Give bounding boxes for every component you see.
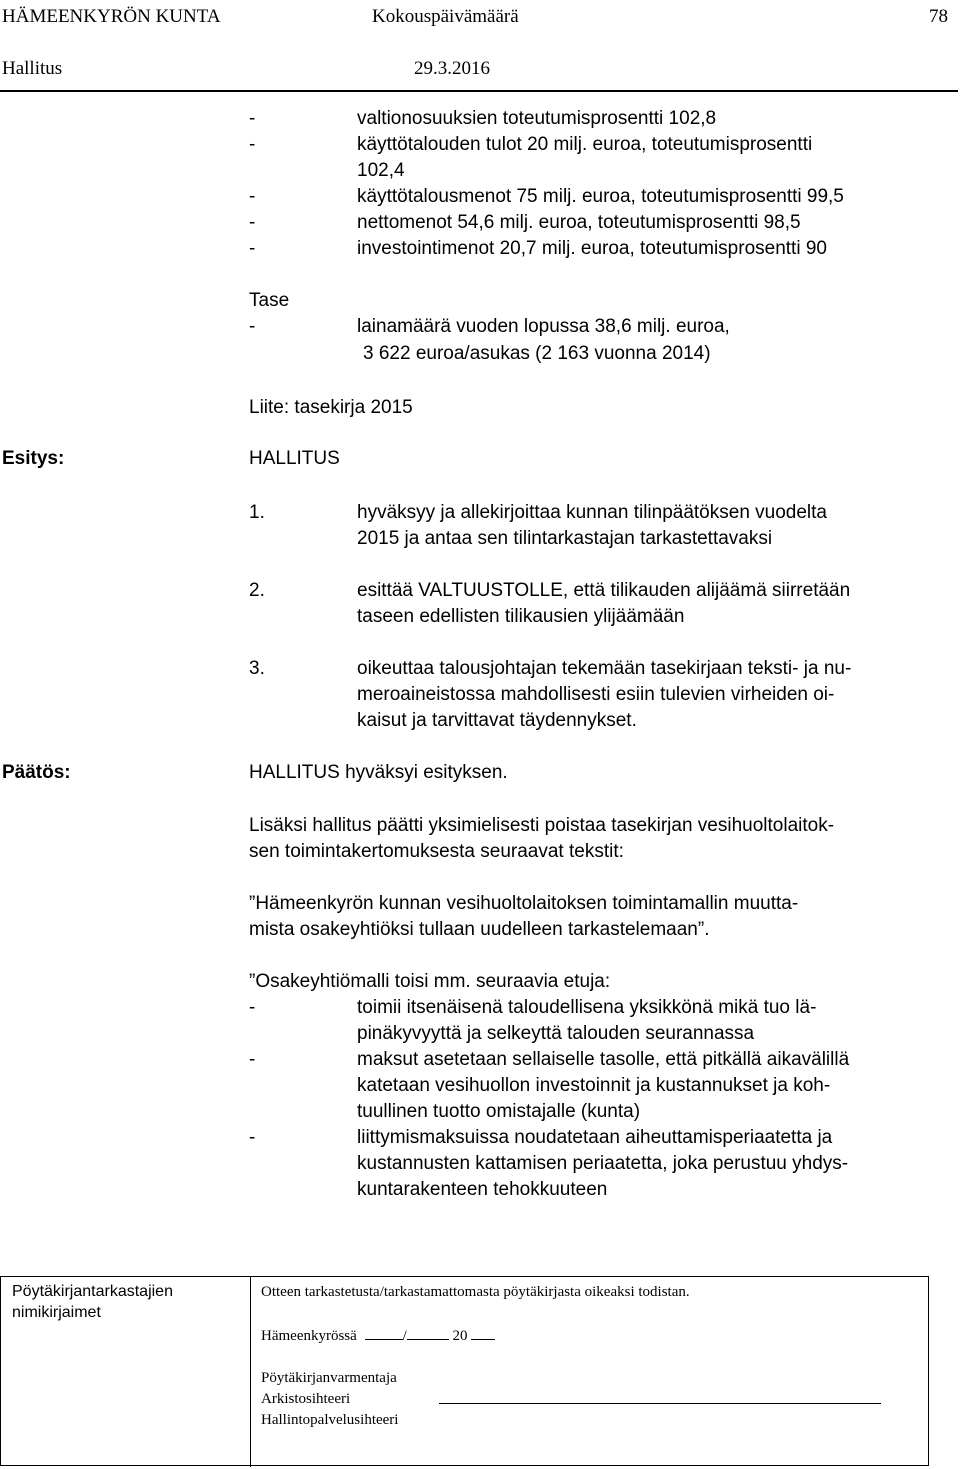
quote-line: ”Hämeenkyrön kunnan vesihuoltolaitoksen toimintamallin muutta-: [249, 893, 799, 914]
paatos-text: HALLITUS hyväksyi esityksen.: [249, 762, 508, 783]
tase-item: lainamäärä vuoden lopussa 38,6 milj. euroa,: [357, 316, 730, 337]
page-number: 78: [929, 6, 948, 27]
role-verifier: Pöytäkirjanvarmentaja: [261, 1370, 397, 1386]
meeting-date: 29.3.2016: [414, 58, 490, 79]
benefit-text: toimii itsenäisenä taloudellisena yksikkönä mikä tuo lä-: [357, 997, 817, 1018]
tase-item-continuation: 3 622 euroa/asukas (2 163 vuonna 2014): [363, 343, 711, 364]
attachment-note: Liite: tasekirja 2015: [249, 397, 413, 418]
certification-footer: [0, 1276, 929, 1466]
proposal-text: meroaineistossa mahdollisesti esiin tulevien virheiden oi-: [357, 684, 835, 705]
list-dash: -: [249, 1049, 256, 1070]
list-item: käyttötalouden tulot 20 milj. euroa, toteutumisprosentti: [357, 134, 813, 155]
list-dash: -: [249, 997, 256, 1018]
tase-heading: Tase: [249, 290, 290, 311]
role-admin-secretary: Hallintopalvelusihteeri: [261, 1412, 399, 1428]
list-item: valtionosuuksien toteutumisprosentti 102,8: [357, 108, 717, 129]
list-dash: -: [249, 108, 256, 129]
esitys-label: Esitys:: [2, 448, 65, 469]
month-blank[interactable]: [407, 1325, 449, 1340]
proposal-text: hyväksyy ja allekirjoittaa kunnan tilinpäätöksen vuodelta: [357, 502, 827, 523]
date-slash: /: [402, 1328, 407, 1344]
proposal-number: 1.: [249, 502, 265, 523]
list-dash: -: [249, 186, 256, 207]
benefit-text: liittymismaksuissa noudatetaan aiheuttamisperiaatetta ja: [357, 1127, 833, 1148]
place-date-line: [261, 1325, 495, 1346]
list-item-continuation: 102,4: [357, 160, 405, 181]
quote-intro: ”Osakeyhtiömalli toisi mm. seuraavia etuja:: [249, 971, 611, 992]
day-blank[interactable]: [365, 1325, 403, 1340]
proposal-text: 2015 ja antaa sen tilintarkastajan tarkastettavaksi: [357, 528, 773, 549]
initials-label: Pöytäkirjantarkastajien: [12, 1283, 173, 1300]
esitys-body: HALLITUS: [249, 448, 340, 469]
initials-label-2: nimikirjaimet: [12, 1304, 101, 1321]
list-item: käyttötalousmenot 75 milj. euroa, toteutumisprosentti 99,5: [357, 186, 844, 207]
certification-text: Otteen tarkastetusta/tarkastamattomasta pöytäkirjasta oikeaksi todistan.: [261, 1284, 690, 1300]
benefit-text: tuullinen tuotto omistajalle (kunta): [357, 1101, 641, 1122]
list-item: nettomenot 54,6 milj. euroa, toteutumisprosentti 98,5: [357, 212, 801, 233]
proposal-text: esittää VALTUUSTOLLE, että tilikauden alijäämä siirretään: [357, 580, 851, 601]
proposal-text: oikeuttaa talousjohtajan tekemään tasekirjaan teksti- ja nu-: [357, 658, 852, 679]
paragraph-line: Lisäksi hallitus päätti yksimielisesti poistaa tasekirjan vesihuoltolaitok-: [249, 815, 835, 836]
place-name: Hämeenkyrössä: [261, 1328, 357, 1344]
list-dash: -: [249, 212, 256, 233]
signature-line[interactable]: [439, 1403, 881, 1404]
quote-line: mista osakeyhtiöksi tullaan uudelleen tarkastelemaan”.: [249, 919, 710, 940]
footer-divider: [250, 1277, 251, 1467]
header-divider: [0, 90, 958, 92]
role-archive-secretary: Arkistosihteeri: [261, 1391, 351, 1407]
list-dash: -: [249, 134, 256, 155]
benefit-text: maksut asetetaan sellaiselle tasolle, että pitkällä aikavälillä: [357, 1049, 850, 1070]
proposal-text: taseen edellisten tilikausien ylijäämään: [357, 606, 685, 627]
proposal-number: 3.: [249, 658, 265, 679]
list-item: investointimenot 20,7 milj. euroa, toteutumisprosentti 90: [357, 238, 827, 259]
date-label: Kokouspäivämäärä: [372, 6, 519, 27]
organization-name: HÄMEENKYRÖN KUNTA: [2, 6, 221, 27]
paragraph-line: sen toimintakertomuksesta seuraavat tekstit:: [249, 841, 624, 862]
benefit-text: kuntarakenteen tehokkuuteen: [357, 1179, 608, 1200]
list-dash: -: [249, 238, 256, 259]
year-blank[interactable]: [471, 1325, 495, 1340]
benefit-text: pinäkyvyyttä ja selkeyttä talouden seurannassa: [357, 1023, 755, 1044]
proposal-text: kaisut ja tarvittavat täydennykset.: [357, 710, 637, 731]
benefit-text: kustannusten kattamisen periaatetta, joka perustuu yhdys-: [357, 1153, 849, 1174]
list-dash: -: [249, 1127, 256, 1148]
proposal-number: 2.: [249, 580, 265, 601]
paatos-label: Päätös:: [2, 762, 71, 783]
body-name: Hallitus: [2, 58, 63, 79]
list-dash: -: [249, 316, 256, 337]
year-prefix: 20: [452, 1328, 468, 1344]
benefit-text: katetaan vesihuollon investoinnit ja kustannukset ja koh-: [357, 1075, 831, 1096]
